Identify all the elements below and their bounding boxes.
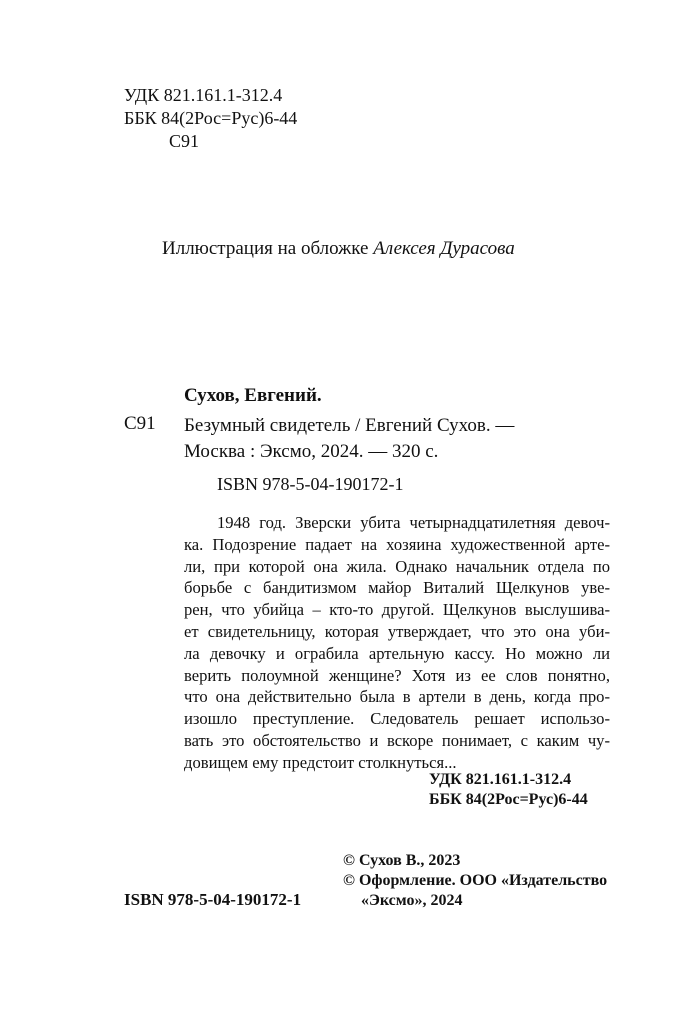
copyright-block bbox=[343, 851, 607, 911]
annotation-line: довищем ему предстоит столкнуться... bbox=[184, 752, 457, 772]
annotation-line: ет свидетельницу, которая утверждает, что это она уби- bbox=[184, 621, 610, 641]
bottom-isbn: ISBN 978-5-04-190172-1 bbox=[124, 890, 302, 909]
annotation-line: рен, что убийца – кто-то другой. Щелкунов выслушива- bbox=[184, 600, 610, 620]
annotation-line: ка. Подозрение падает на хозяина художественной арте- bbox=[184, 534, 610, 554]
author-mark: С91 bbox=[169, 131, 200, 151]
annotation-line: что она действительно была в артели в день, когда про- bbox=[184, 687, 610, 707]
catalog-author: Сухов, Евгений. bbox=[184, 385, 322, 406]
annotation-line: борьбе с бандитизмом майор Виталий Щелкунов уве- bbox=[184, 578, 610, 598]
annotation-line: ла девочку и ограбила артельную кассу. Но можно ли bbox=[184, 643, 610, 663]
copyright-design-cont: «Эксмо», 2024 bbox=[361, 892, 463, 909]
udk-code: УДК 821.161.1-312.4 bbox=[124, 85, 283, 105]
catalog-isbn: ISBN 978-5-04-190172-1 bbox=[217, 474, 404, 494]
illustration-credit bbox=[162, 238, 515, 260]
copyright-design: © Оформление. ООО «Издательство bbox=[343, 872, 608, 889]
annotation-line: вать это обстоятельство и вскоре понимает, с каким чу- bbox=[184, 730, 610, 750]
bbk-code: ББК 84(2Рос=Рус)6-44 bbox=[124, 108, 298, 128]
top-classification-codes bbox=[124, 84, 297, 153]
catalog-description bbox=[184, 413, 614, 465]
annotation-line: ли, при которой она жила. Однако начальник отдела по bbox=[184, 556, 610, 576]
annotation-line: 1948 год. Зверски убита четырнадцатилетняя девоч- bbox=[217, 513, 610, 532]
catalog-line-1: Безумный свидетель / Евгений Сухов. — bbox=[184, 415, 515, 436]
copyright-author: © Сухов В., 2023 bbox=[343, 852, 461, 869]
illustration-artist: Алексея Дурасова bbox=[373, 238, 515, 259]
annotation-line: изошло преступление. Следователь решает использо- bbox=[184, 709, 610, 729]
bottom-classification-codes bbox=[429, 770, 588, 810]
bottom-udk-code: УДК 821.161.1-312.4 bbox=[429, 771, 572, 788]
catalog-author-mark: С91 bbox=[124, 413, 156, 434]
catalog-line-2: Москва : Эксмо, 2024. — 320 с. bbox=[184, 441, 439, 462]
annotation-line: верить полоумной женщине? Хотя из ее слов понятно, bbox=[184, 665, 610, 685]
annotation bbox=[184, 512, 610, 774]
bottom-bbk-code: ББК 84(2Рос=Рус)6-44 bbox=[429, 791, 588, 808]
illustration-prefix: Иллюстрация на обложке bbox=[162, 238, 369, 259]
